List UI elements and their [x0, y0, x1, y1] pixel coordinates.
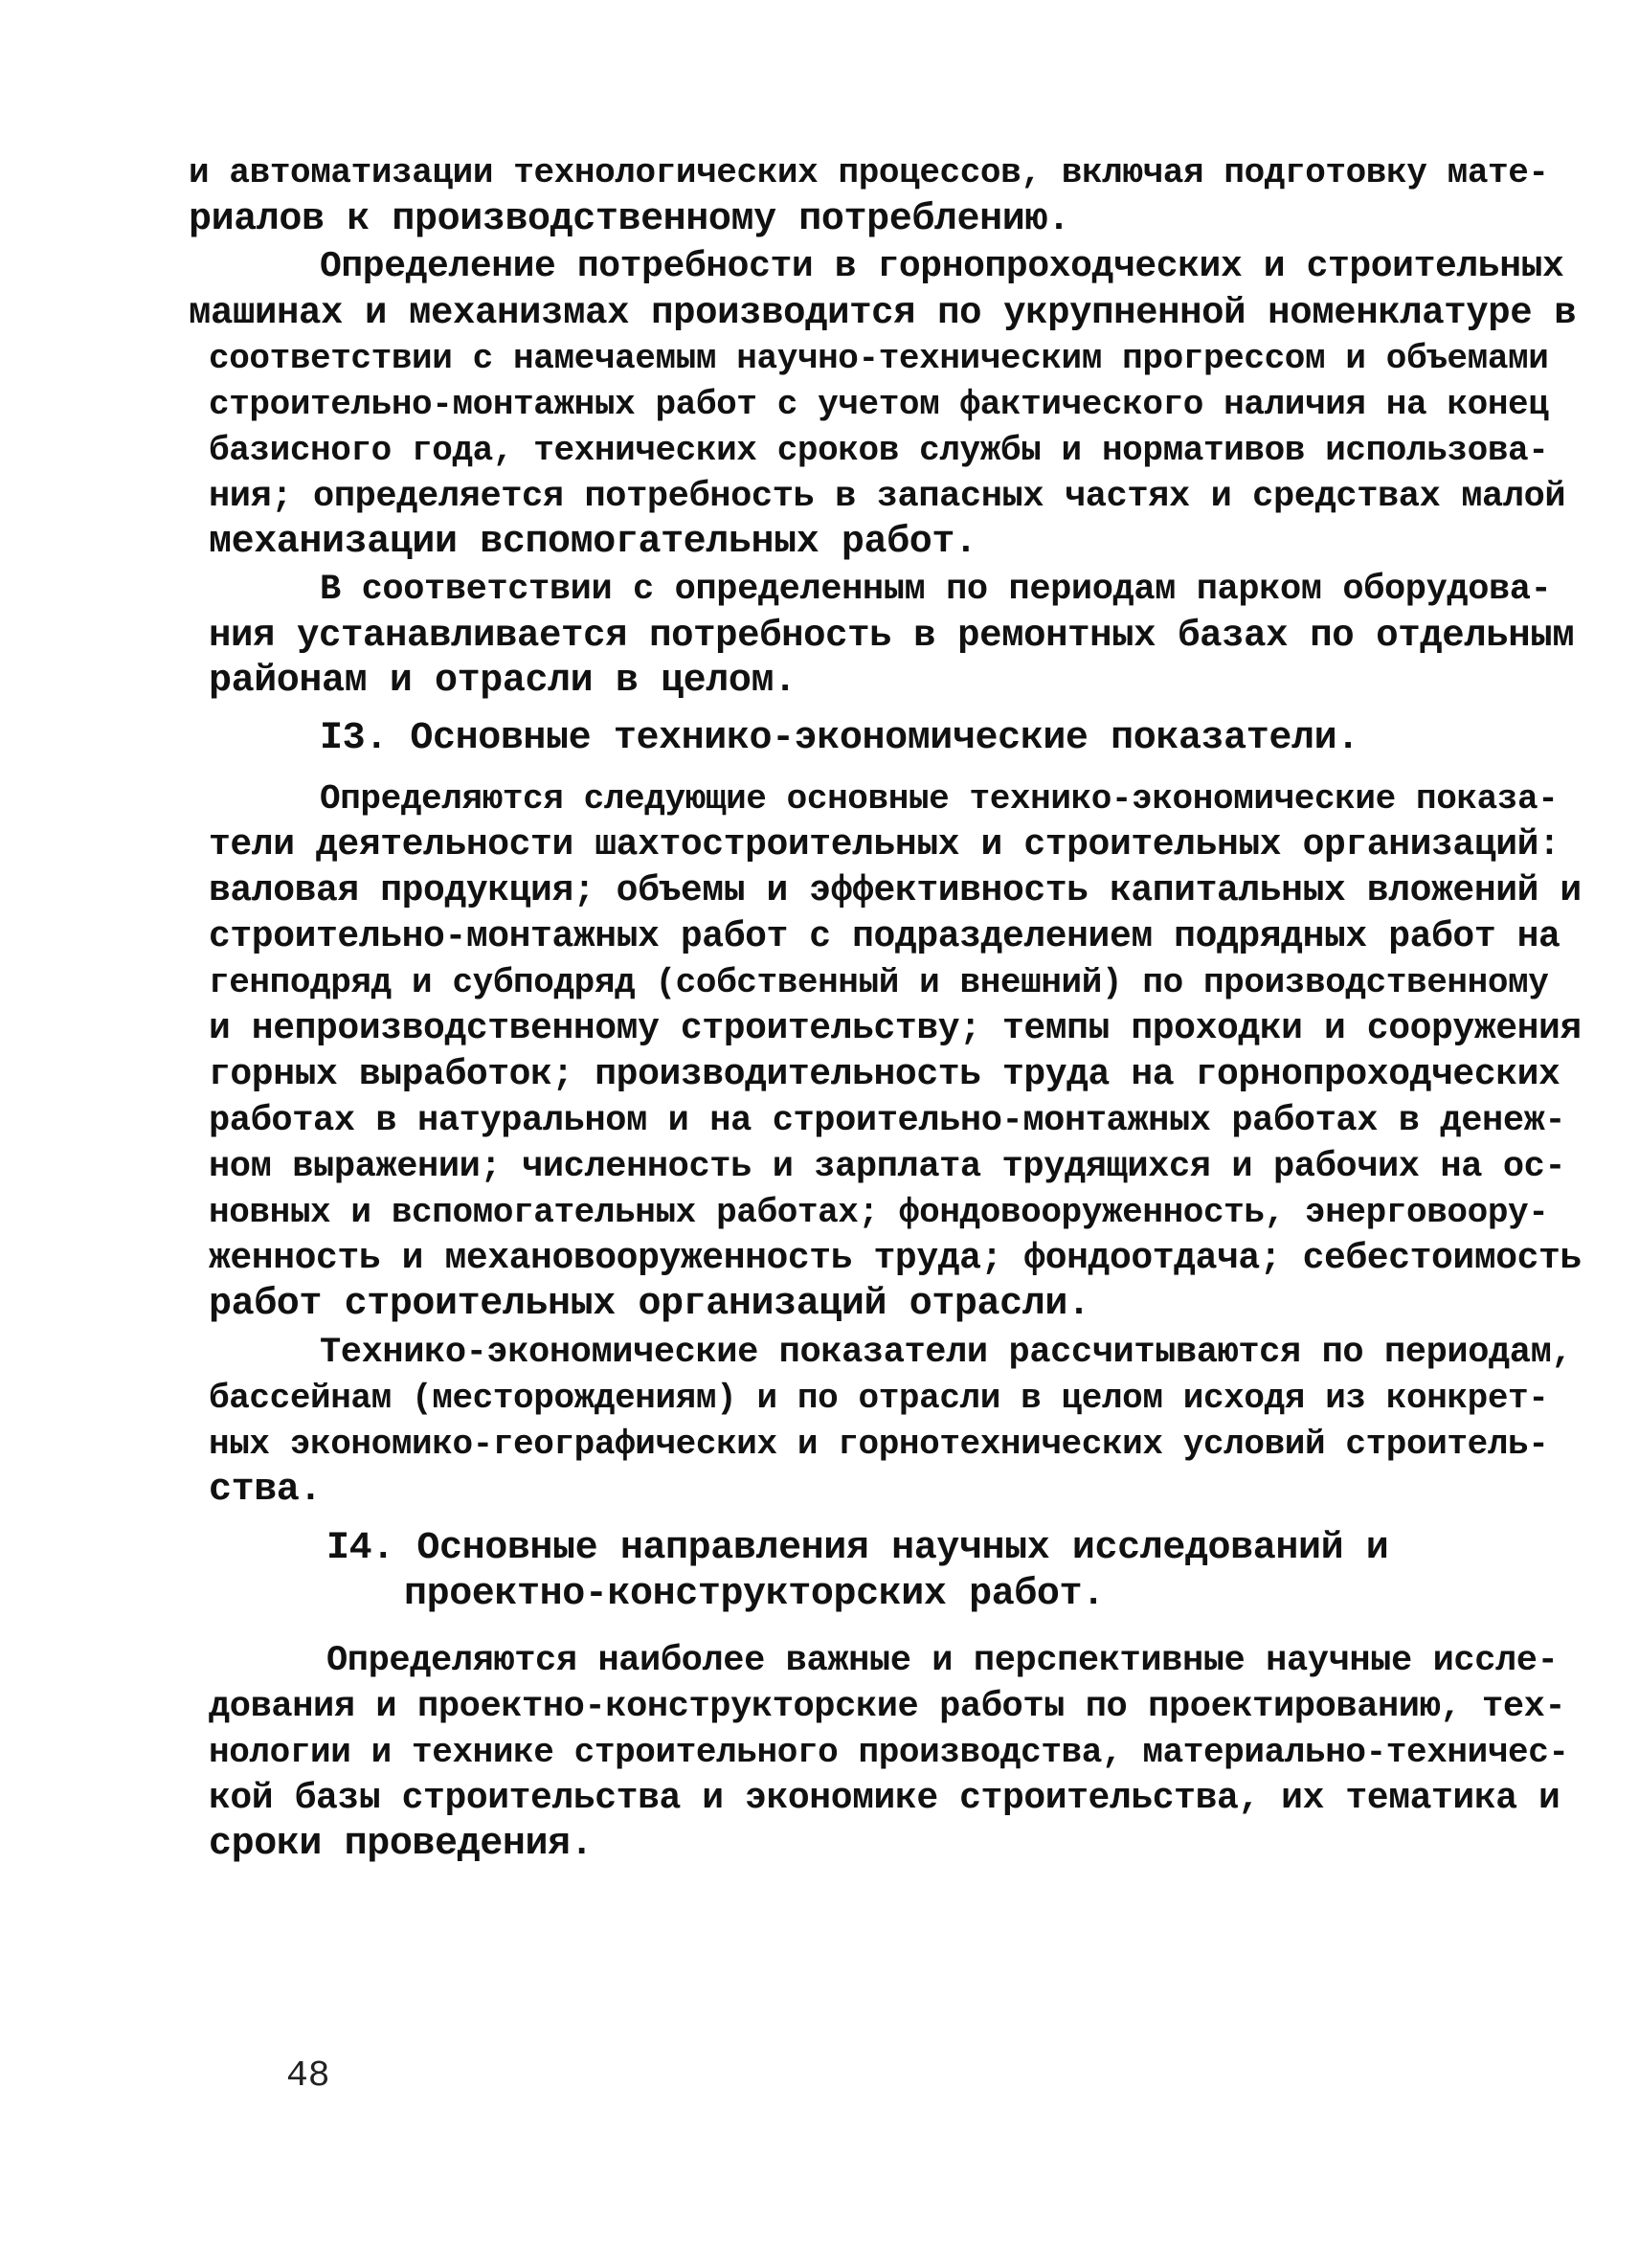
text-line: риалов к производственному потреблению. — [189, 198, 1070, 241]
text-line: генподряд и субподряд (собственный и внешний) по производственному — [209, 963, 1549, 1002]
section-heading-continued: проектно-конструкторских работ. — [404, 1573, 1105, 1616]
text-line: механизации вспомогательных работ. — [209, 521, 977, 564]
text-line: районам и отрасли в целом. — [209, 660, 797, 703]
text-line: работ строительных организаций отрасли. — [209, 1283, 1090, 1326]
text-line: Определяются следующие основные технико-экономические показа- — [320, 779, 1559, 819]
text-line: базисного года, технических сроков службы и нормативов использова- — [209, 431, 1549, 470]
text-line: Технико-экономические показатели рассчитываются по периодам, — [320, 1333, 1573, 1373]
section-heading: I3. Основные технико-экономические показатели. — [320, 717, 1359, 760]
section-heading: I4. Основные направления научных исследований и — [326, 1527, 1389, 1570]
text-line: валовая продукция; объемы и эффективность капитальных вложений и — [209, 870, 1582, 911]
text-line: ном выражении; численность и зарплата трудящихся и рабочих на ос- — [209, 1147, 1566, 1187]
text-line: и автоматизации технологических процессов, включая подготовку мате- — [189, 153, 1549, 192]
text-line: женность и механовооруженность труда; фондоотдача; себестоимость — [209, 1238, 1582, 1279]
text-line: бассейнам (месторождениям) и по отрасли в целом исходя из конкрет- — [209, 1379, 1549, 1418]
text-line: сроки проведения. — [209, 1823, 594, 1866]
text-line: новных и вспомогательных работах; фондовооруженность, энерговоору- — [209, 1193, 1549, 1232]
text-line: и непроизводственному строительству; темпы проходки и сооружения — [209, 1008, 1582, 1049]
text-line: строительно-монтажных работ с подразделением подрядных работ на — [209, 916, 1560, 957]
text-line: ния устанавливается потребность в ремонтных базах по отдельным — [209, 615, 1575, 657]
text-line: соответствии с намечаемым научно-техническим прогрессом и объемами — [209, 339, 1549, 378]
text-line: строительно-монтажных работ с учетом фактического наличия на конец — [209, 385, 1549, 424]
text-line: ния; определяется потребность в запасных частях и средствах малой — [209, 477, 1566, 517]
text-line: ных экономико-географических и горнотехнических условий строитель- — [209, 1425, 1549, 1464]
text-line: дования и проектно-конструкторские работы по проектированию, тех- — [209, 1687, 1566, 1727]
text-line: Определение потребности в горнопроходческих и строительных — [320, 246, 1564, 287]
text-line: машинах и механизмах производится по укрупненной номенклатуре в — [189, 292, 1577, 334]
text-line: В соответствии с определенным по периодам парком оборудова- — [320, 570, 1552, 610]
text-line: тели деятельности шахтостроительных и строительных организаций: — [209, 824, 1560, 865]
text-line: работах в натуральном и на строительно-монтажных работах в денеж- — [209, 1101, 1566, 1141]
text-line: ства. — [209, 1469, 323, 1512]
text-line: горных выработок; производительность труда на горнопроходческих — [209, 1054, 1560, 1095]
text-line: Определяются наиболее важные и перспективные научные иссле- — [326, 1641, 1559, 1681]
page-number: 48 — [286, 2055, 330, 2097]
text-line: кой базы строительства и экономике строительства, их тематика и — [209, 1778, 1560, 1819]
text-line: нологии и технике строительного производства, материально-техничес- — [209, 1733, 1569, 1772]
